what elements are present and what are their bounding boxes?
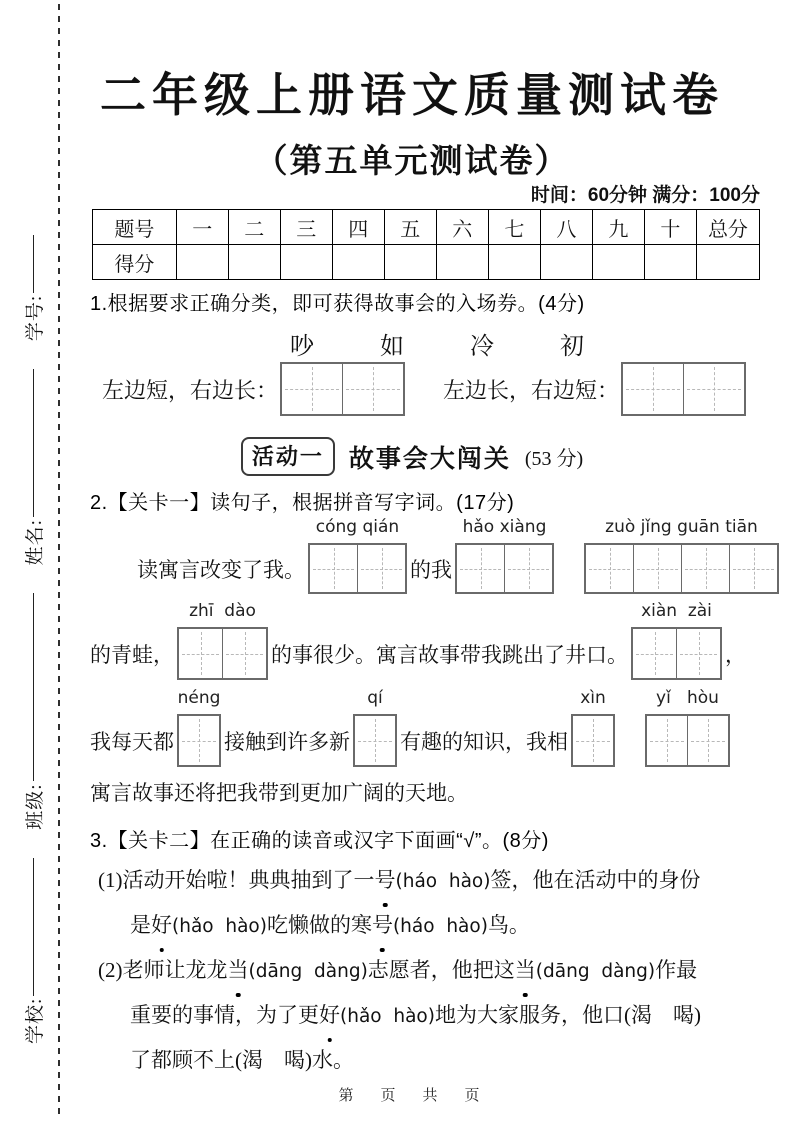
sidebar-field-label: 姓名: xyxy=(24,519,46,566)
sidebar-field-label: 班级: xyxy=(24,783,46,830)
write-box-group xyxy=(308,543,407,594)
question-1-heading: 1.根据要求正确分类，即可获得故事会的入场券。(4分) xyxy=(90,293,585,315)
pinyin-write-group xyxy=(571,688,615,767)
pinyin-label: hǎo xiàng xyxy=(462,517,547,537)
score-table-column-header: 一 xyxy=(176,210,228,245)
score-table-column-header: 三 xyxy=(280,210,332,245)
activity-title: 故事会大闯关 xyxy=(348,444,511,473)
write-box-group xyxy=(177,714,221,767)
sentence-text: 了都顾不上(渴 喝)水。 xyxy=(130,1048,354,1072)
sentence-text: ， xyxy=(725,642,746,667)
sentence-text: 签，他在活动中的身份 xyxy=(490,868,701,892)
sentence-text: 的我 xyxy=(410,557,452,582)
question-3-line xyxy=(98,948,768,993)
write-box-cell[interactable] xyxy=(683,364,744,414)
sidebar-field-label: 学校: xyxy=(24,997,46,1044)
emphasized-character: 好 xyxy=(319,993,340,1038)
write-box-group xyxy=(455,543,554,594)
classify-character: 吵 xyxy=(290,334,314,360)
sentence-text: 地为大家服务，他口(渴 喝) xyxy=(434,1003,701,1027)
classify-character: 如 xyxy=(380,334,404,360)
sentence-text: 吃懒做的寒 xyxy=(266,913,372,937)
pinyin-label: yǐ hòu xyxy=(656,688,719,708)
score-table-corner-label: 题号 xyxy=(93,210,177,245)
sidebar-field-blank[interactable] xyxy=(32,235,34,293)
pinyin-label: néng xyxy=(177,688,221,708)
write-box-cell[interactable] xyxy=(355,716,395,765)
classify-group-label: 左边短，右边长： xyxy=(102,377,279,403)
pinyin-write-group xyxy=(177,601,268,680)
sentence-text: (2)老师让龙龙 xyxy=(98,958,228,982)
emphasized-character: 号 xyxy=(372,903,393,948)
sentence-text: 接触到许多新 xyxy=(224,729,350,754)
score-input-cell[interactable] xyxy=(332,245,384,280)
student-info-sidebar xyxy=(14,144,52,1044)
pinyin-write-group xyxy=(353,688,397,767)
pinyin-choice-options[interactable]: (háo hào) xyxy=(392,916,488,937)
pinyin-choice-options[interactable]: (hǎo hào) xyxy=(340,1006,435,1027)
pinyin-write-group xyxy=(455,517,554,594)
score-input-cell[interactable] xyxy=(540,245,592,280)
emphasized-character: 当 xyxy=(515,948,536,993)
write-box-group xyxy=(621,362,746,416)
pinyin-label: xìn xyxy=(580,688,606,708)
sidebar-field-blank[interactable] xyxy=(32,858,34,996)
sentence-text: 的青蛙， xyxy=(90,642,174,667)
pinyin-choice-options[interactable]: (háo hào) xyxy=(395,871,491,892)
page-footer: 第 页 共 页 xyxy=(338,1087,486,1104)
question-2-row xyxy=(90,601,746,680)
question-3-item xyxy=(98,948,768,1083)
pinyin-write-group xyxy=(645,688,730,767)
pinyin-label: zuò jǐng guān tiān xyxy=(605,517,758,537)
score-input-cell[interactable] xyxy=(436,245,488,280)
pinyin-label: cóng qián xyxy=(315,517,400,537)
emphasized-character: 好 xyxy=(151,903,172,948)
pinyin-choice-options[interactable]: (dāng dàng) xyxy=(535,961,656,982)
question-1-classify-row xyxy=(102,362,762,416)
sentence-text: 鸟。 xyxy=(487,913,530,937)
score-input-cell[interactable] xyxy=(176,245,228,280)
write-box-cell[interactable] xyxy=(342,364,403,414)
write-box-cell[interactable] xyxy=(179,629,222,678)
score-input-cell[interactable] xyxy=(696,245,759,280)
question-2-heading: 2.【关卡一】读句子，根据拼音写字词。(17分) xyxy=(90,492,515,514)
pinyin-choice-options[interactable]: (hǎo hào) xyxy=(172,916,267,937)
score-table-column-header: 五 xyxy=(384,210,436,245)
score-row-label: 得分 xyxy=(93,245,177,280)
score-table-column-header: 总分 xyxy=(696,210,759,245)
write-box-cell[interactable] xyxy=(573,716,613,765)
write-box-cell[interactable] xyxy=(357,545,405,592)
write-box-cell[interactable] xyxy=(282,364,342,414)
sentence-text: 重要的事情，为了更 xyxy=(130,1003,319,1027)
write-box-cell[interactable] xyxy=(687,716,728,765)
question-2-row xyxy=(90,688,733,767)
write-box-cell[interactable] xyxy=(729,545,777,592)
score-table-column-header: 九 xyxy=(592,210,644,245)
pinyin-label: qí xyxy=(367,688,383,708)
score-table-column-header: 八 xyxy=(540,210,592,245)
question-1-characters xyxy=(290,326,584,361)
sentence-text: 读寓言改变了我。 xyxy=(137,557,305,582)
pinyin-label: zhī dào xyxy=(189,601,256,621)
question-3-line xyxy=(98,858,768,903)
score-input-cell[interactable] xyxy=(280,245,332,280)
score-input-cell[interactable] xyxy=(488,245,540,280)
score-table-column-header: 十 xyxy=(644,210,696,245)
activity-badge: 活动一 xyxy=(241,437,335,476)
classify-character: 冷 xyxy=(470,334,494,360)
classify-character: 初 xyxy=(560,334,584,360)
write-box-cell[interactable] xyxy=(623,364,683,414)
pinyin-choice-options[interactable]: (dāng dàng) xyxy=(248,961,368,982)
pinyin-write-group xyxy=(308,517,407,594)
sentence-text: 志愿者，他把这 xyxy=(367,958,515,982)
score-table-column-header: 四 xyxy=(332,210,384,245)
write-box-cell[interactable] xyxy=(504,545,552,592)
question-3-line xyxy=(130,993,768,1038)
page-title: 二年级上册语文质量测试卷 xyxy=(100,68,724,121)
sentence-text: 我每天都 xyxy=(90,729,174,754)
write-box-group xyxy=(353,714,397,767)
score-input-cell[interactable] xyxy=(384,245,436,280)
pinyin-write-group xyxy=(584,517,779,594)
classify-group-label: 左边长，右边短： xyxy=(443,377,620,403)
question-3-item xyxy=(98,858,768,948)
pinyin-write-group xyxy=(631,601,722,680)
write-box-cell[interactable] xyxy=(633,545,681,592)
page-subtitle: （第五单元测试卷） xyxy=(254,142,570,180)
write-box-cell[interactable] xyxy=(681,545,729,592)
write-box-cell[interactable] xyxy=(633,629,676,678)
score-table-column-header: 二 xyxy=(228,210,280,245)
score-input-cell[interactable] xyxy=(644,245,696,280)
write-box-group xyxy=(645,714,730,767)
seal-fold-dashed-line xyxy=(58,4,60,1118)
sentence-text: 是 xyxy=(130,913,151,937)
write-box-group xyxy=(177,627,268,680)
score-table-column-header: 七 xyxy=(488,210,540,245)
sidebar-field-blank[interactable] xyxy=(32,369,34,517)
activity-banner xyxy=(62,437,762,476)
sentence-text: 作最 xyxy=(655,958,698,982)
exam-time-score-info: 时间：60分钟 满分：100分 xyxy=(530,185,760,206)
score-table-column-header: 六 xyxy=(436,210,488,245)
pinyin-write-group xyxy=(177,688,221,767)
write-box-group xyxy=(280,362,405,416)
question-3-line xyxy=(130,903,768,948)
write-box-cell[interactable] xyxy=(222,629,266,678)
write-box-group xyxy=(631,627,722,680)
write-box-cell[interactable] xyxy=(457,545,504,592)
score-input-cell[interactable] xyxy=(228,245,280,280)
write-box-cell[interactable] xyxy=(586,545,633,592)
write-box-cell[interactable] xyxy=(179,716,219,765)
write-box-cell[interactable] xyxy=(310,545,357,592)
sentence-text: 的事很少。寓言故事带我跳出了井口。 xyxy=(271,642,628,667)
activity-score: (53 分) xyxy=(524,448,584,470)
emphasized-character: 号 xyxy=(375,858,396,903)
question-2-row xyxy=(137,517,782,594)
score-input-cell[interactable] xyxy=(592,245,644,280)
question-3-line xyxy=(130,1038,768,1083)
pinyin-label: xiàn zài xyxy=(641,601,712,621)
question-2-row xyxy=(90,777,468,807)
question-3-heading: 3.【关卡二】在正确的读音或汉字下面画“√”。(8分) xyxy=(90,830,549,852)
score-table xyxy=(92,209,760,280)
sidebar-field-blank[interactable] xyxy=(32,593,34,781)
sentence-text: 有趣的知识，我相 xyxy=(400,729,568,754)
sentence-text: 寓言故事还将把我带到更加广阔的天地。 xyxy=(90,781,468,805)
write-box-cell[interactable] xyxy=(676,629,720,678)
sidebar-field-label: 学号: xyxy=(24,294,46,342)
sentence-text: (1)活动开始啦！典典抽到了一 xyxy=(98,868,375,892)
write-box-group xyxy=(584,543,779,594)
write-box-group xyxy=(571,714,615,767)
write-box-cell[interactable] xyxy=(647,716,687,765)
emphasized-character: 当 xyxy=(228,948,249,993)
